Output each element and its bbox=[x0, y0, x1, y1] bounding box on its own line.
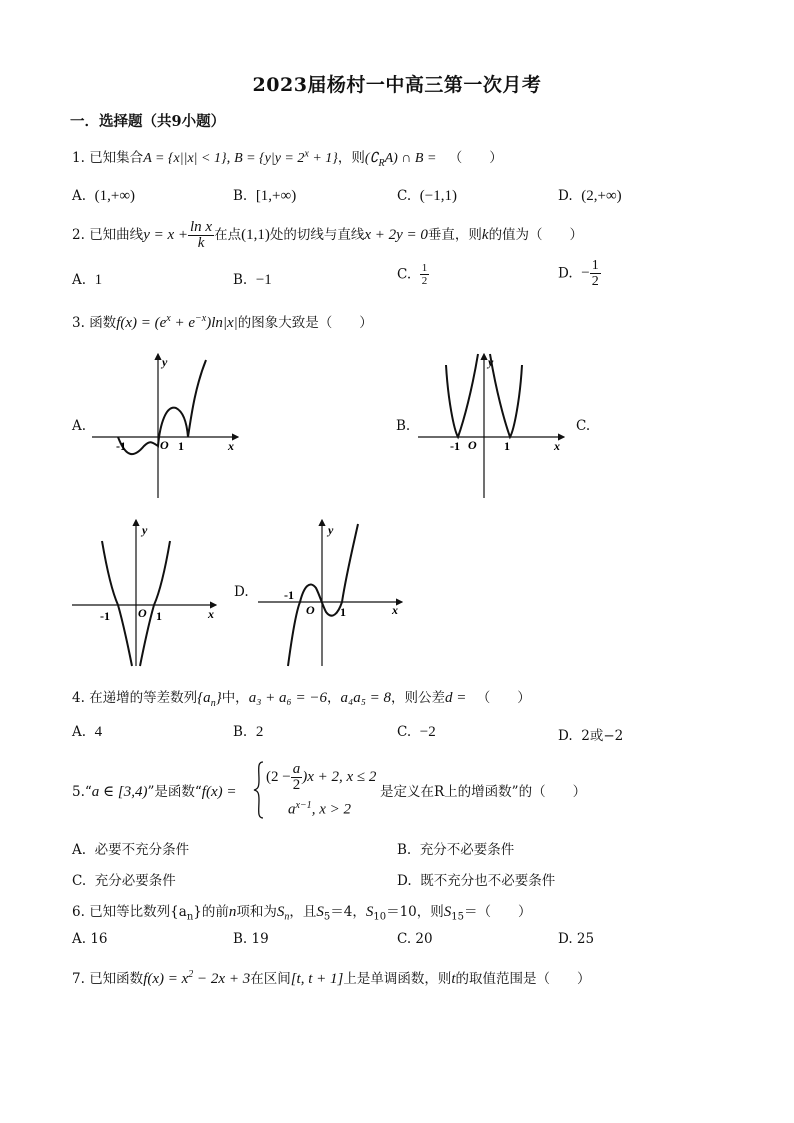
q4-option-c[interactable]: C. −2 bbox=[397, 724, 436, 740]
piecewise-case-2: $a^{x-1}$, x > 2 bbox=[288, 800, 351, 818]
q3-option-b-label[interactable]: B. bbox=[396, 418, 411, 434]
svg-text:x: x bbox=[208, 607, 214, 621]
q2-option-d[interactable]: D. − $\frac{1}{2}$ bbox=[558, 258, 599, 289]
q2-option-c[interactable]: C. $\frac{1}{2}$ bbox=[397, 262, 428, 287]
graph-a[interactable] bbox=[88, 350, 248, 500]
svg-text:O: O bbox=[138, 606, 147, 620]
svg-text:y: y bbox=[488, 355, 494, 369]
question-4: 4. 在递增的等差数列$\{a_n\}$中，a₃ + a₆ = −6，a₄a₅ = 8，则公差d = （ ） bbox=[72, 690, 531, 709]
graph-d[interactable] bbox=[252, 516, 412, 668]
q5-option-c[interactable]: C. 充分必要条件 bbox=[72, 873, 176, 889]
q1-option-d[interactable]: D. (2,+∞) bbox=[558, 188, 622, 204]
svg-text:1: 1 bbox=[340, 605, 346, 619]
question-5-tail: 是定义在R上的增函数”的（ ） bbox=[380, 784, 587, 800]
question-1: 1. 已知集合A = {x||x| < 1}, $B = \{y|y = 2^x + 1\}$，则$(∁_RA)$ ∩ B = （ ） bbox=[72, 148, 503, 169]
q4-option-a[interactable]: A. 4 bbox=[72, 724, 103, 740]
q4-option-d[interactable]: D. 2或−2 bbox=[558, 728, 624, 744]
function-expression: $f(x) = (e^x + e^{-x})\ln|x|$ bbox=[116, 313, 238, 331]
q6-option-a[interactable]: A. 16 bbox=[72, 931, 108, 947]
q2-option-b[interactable]: B. −1 bbox=[233, 272, 272, 288]
q4-option-b[interactable]: B. 2 bbox=[233, 724, 264, 740]
svg-text:y: y bbox=[328, 523, 334, 537]
question-7: 7. 已知函数$f(x) = x^2 - 2x + 3$在区间[t, t + 1]上是单调函数，则t的取值范围是（ ） bbox=[72, 969, 591, 987]
q3-option-d-label[interactable]: D. bbox=[234, 584, 249, 600]
svg-text:y: y bbox=[142, 523, 148, 537]
svg-text:-1: -1 bbox=[284, 588, 294, 602]
curve-expression: y = x + bbox=[143, 227, 188, 243]
q2-option-a[interactable]: A. 1 bbox=[72, 272, 103, 288]
q5-option-b[interactable]: B. 充分不必要条件 bbox=[397, 842, 515, 858]
section-heading: 一．选择题（共9小题） bbox=[70, 113, 226, 130]
svg-text:1: 1 bbox=[178, 439, 184, 453]
piecewise-brace bbox=[253, 760, 265, 820]
svg-text:O: O bbox=[468, 438, 477, 452]
question-2: 2. 已知曲线y = x + $\frac{\text{ln x}}{k}$ 在点(1,1)处的切线与直线x + 2y = 0垂直，则k的值为（ ） bbox=[72, 219, 584, 251]
curve-fraction: $\frac{\text{ln x}}{k}$ bbox=[190, 219, 213, 251]
svg-text:x: x bbox=[554, 439, 560, 453]
svg-text:x: x bbox=[228, 439, 234, 453]
q3-option-a-label[interactable]: A. bbox=[72, 418, 87, 434]
q6-option-b[interactable]: B. 19 bbox=[233, 931, 269, 947]
svg-text:O: O bbox=[306, 603, 315, 617]
svg-text:1: 1 bbox=[504, 439, 510, 453]
q5-option-a[interactable]: A. 必要不充分条件 bbox=[72, 842, 190, 858]
q5-option-d[interactable]: D. 既不充分也不必要条件 bbox=[397, 873, 556, 889]
graph-c[interactable] bbox=[66, 516, 226, 668]
quadratic-function: $f(x) = x^2 - 2x + 3$ bbox=[143, 969, 251, 987]
graph-b[interactable] bbox=[414, 350, 574, 500]
q1-option-c[interactable]: C. (−1,1) bbox=[397, 188, 457, 204]
q1-option-a[interactable]: A. (1,+∞) bbox=[72, 188, 136, 204]
svg-text:1: 1 bbox=[156, 609, 162, 623]
svg-text:O: O bbox=[160, 438, 169, 452]
svg-text:-1: -1 bbox=[116, 439, 126, 453]
svg-text:-1: -1 bbox=[450, 439, 460, 453]
svg-text:x: x bbox=[392, 603, 398, 617]
set-a: A = {x||x| < 1} bbox=[143, 151, 227, 166]
complement-expression: $(∁_RA)$ ∩ B = bbox=[364, 151, 437, 169]
page-title: 2023届杨村一中高三第一次月考 bbox=[252, 74, 542, 96]
q6-option-d[interactable]: D. 25 bbox=[558, 931, 595, 947]
q1-option-b[interactable]: B. [1,+∞) bbox=[233, 188, 297, 204]
question-6: 6. 已知等比数列$\{a_n\}$的前n项和为$S_n$，且$S_5=4$，$S_{10}=10$，则$S_{15}=$（ ） bbox=[72, 904, 532, 923]
q3-option-c-label[interactable]: C. bbox=[576, 418, 591, 434]
svg-text:y: y bbox=[162, 355, 168, 369]
q6-option-c[interactable]: C. 20 bbox=[397, 931, 433, 947]
question-3: 3. 函数$f(x) = (e^x + e^{-x})\ln|x|$的图象大致是（ ） bbox=[72, 313, 373, 331]
set-b: $B = \{y|y = 2^x + 1\}$ bbox=[234, 148, 338, 166]
piecewise-case-1: (2 − $\frac{a}{2}$ )x + 2, x ≤ 2 bbox=[266, 761, 377, 793]
svg-text:-1: -1 bbox=[100, 609, 110, 623]
question-5-lead: 5.“a ∈ [3,4)”是函数“f(x) = bbox=[72, 784, 237, 800]
sequence: $\{a_n\}$ bbox=[197, 690, 222, 709]
